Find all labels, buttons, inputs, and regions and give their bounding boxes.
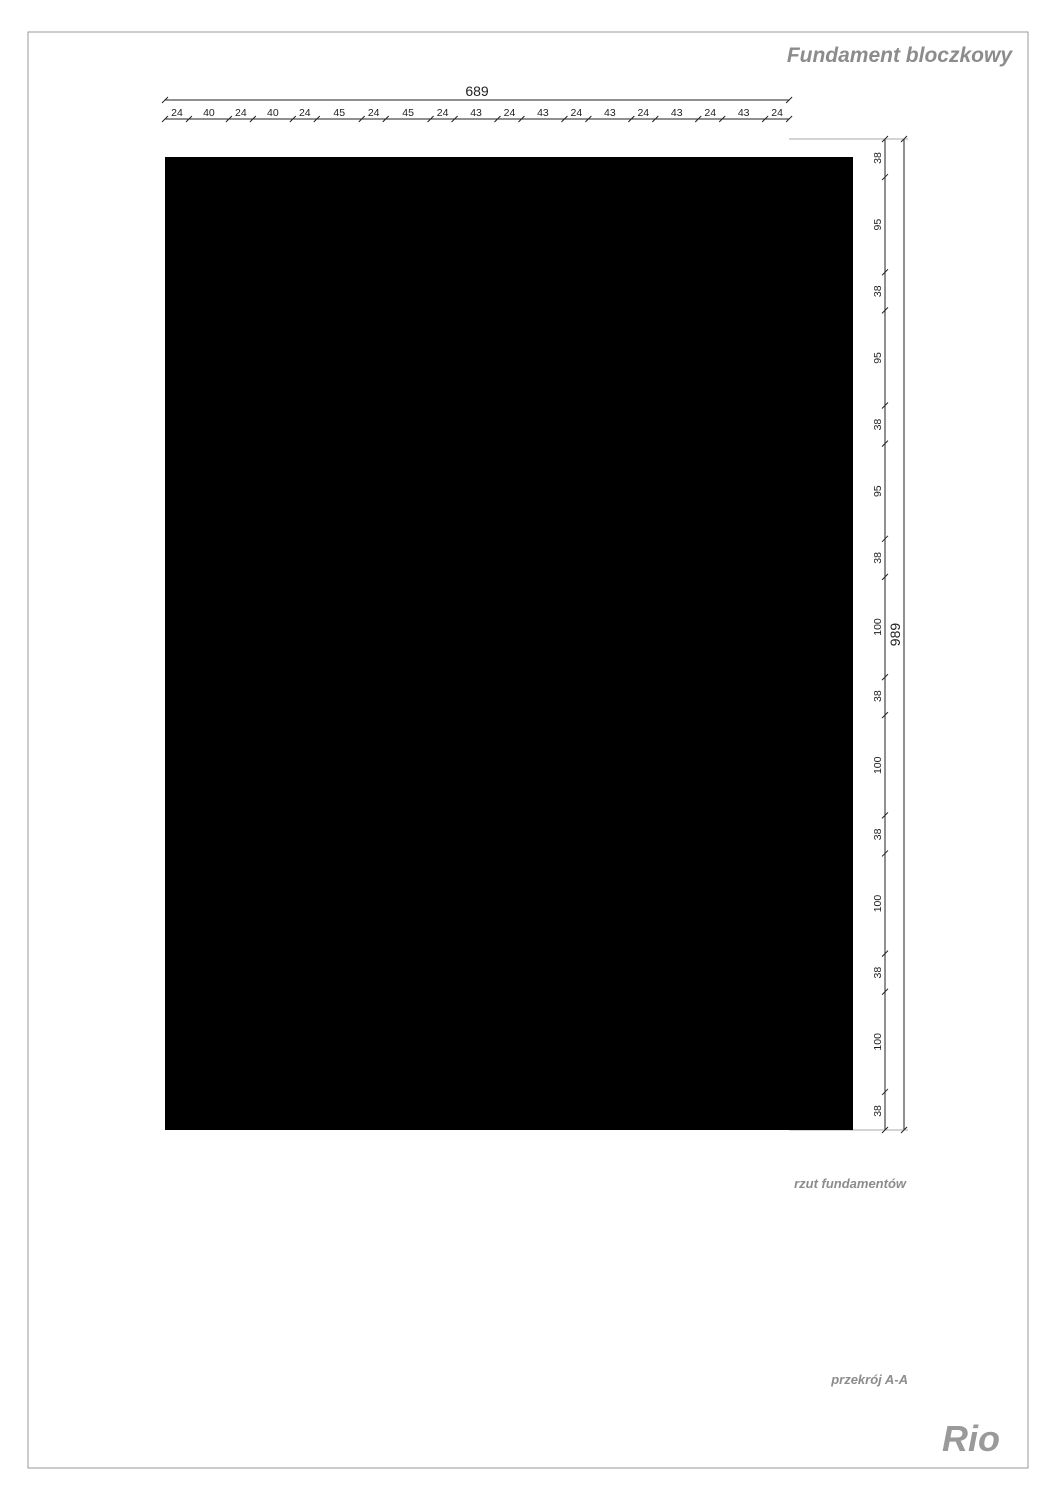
brand-logo: Rio <box>942 1418 1000 1459</box>
contour-outline <box>501 157 770 525</box>
dim-x-segment: 24 <box>367 107 380 119</box>
dim-y-segment: 95 <box>872 352 884 364</box>
dim-x-segment: 43 <box>737 107 750 119</box>
dim-x-segment: 43 <box>470 107 482 119</box>
dim-x-segment: 24 <box>171 107 183 119</box>
dim-y-segment: 38 <box>872 690 884 702</box>
contour-outline <box>185 583 352 803</box>
dim-x-segment: 24 <box>570 107 583 119</box>
dim-x-segment: 24 <box>503 107 516 119</box>
dim-x-segment: 24 <box>771 107 783 119</box>
dim-x-segment: 43 <box>604 107 616 119</box>
page-title: Fundament bloczkowy <box>786 44 1012 67</box>
dim-y-segment: 100 <box>872 1033 884 1051</box>
dim-y-segment: 95 <box>872 485 884 498</box>
dim-y-segment: 38 <box>872 966 884 979</box>
dim-y-segment: 38 <box>872 552 884 564</box>
dim-total-height: 989 <box>887 622 903 647</box>
dim-y-segment: 38 <box>872 285 884 298</box>
dim-x-segment: 43 <box>670 107 683 119</box>
dim-y-segment: 38 <box>872 1105 884 1117</box>
dim-x-segment: 24 <box>436 107 449 119</box>
dim-x-segment: 24 <box>235 107 247 119</box>
dim-y-segment: 100 <box>872 618 884 636</box>
contour-outline <box>518 541 770 801</box>
dim-x-segment: 40 <box>203 107 215 119</box>
dim-x-segment: 24 <box>637 107 650 119</box>
dim-y-segment: 95 <box>872 218 884 231</box>
dim-x-segment: 24 <box>704 107 717 119</box>
dim-y-segment: 100 <box>872 894 884 913</box>
dim-y-segment: 38 <box>872 418 884 431</box>
dim-x-segment: 24 <box>298 107 311 119</box>
dim-y-segment: 38 <box>872 828 884 841</box>
dim-x-segment: 43 <box>537 107 549 119</box>
dim-x-segment: 45 <box>402 107 414 119</box>
dim-total-width: 689 <box>465 83 489 99</box>
dim-x-segment: 45 <box>333 107 346 119</box>
foundation-plan <box>162 83 908 1133</box>
section-caption: przekrój A-A <box>831 1372 908 1387</box>
dim-y-segment: 100 <box>872 756 884 775</box>
dim-y-segment: 38 <box>872 152 884 164</box>
plan-caption: rzut fundamentów <box>794 1176 906 1191</box>
dim-x-segment: 40 <box>266 107 279 119</box>
contour-outline <box>185 420 365 571</box>
